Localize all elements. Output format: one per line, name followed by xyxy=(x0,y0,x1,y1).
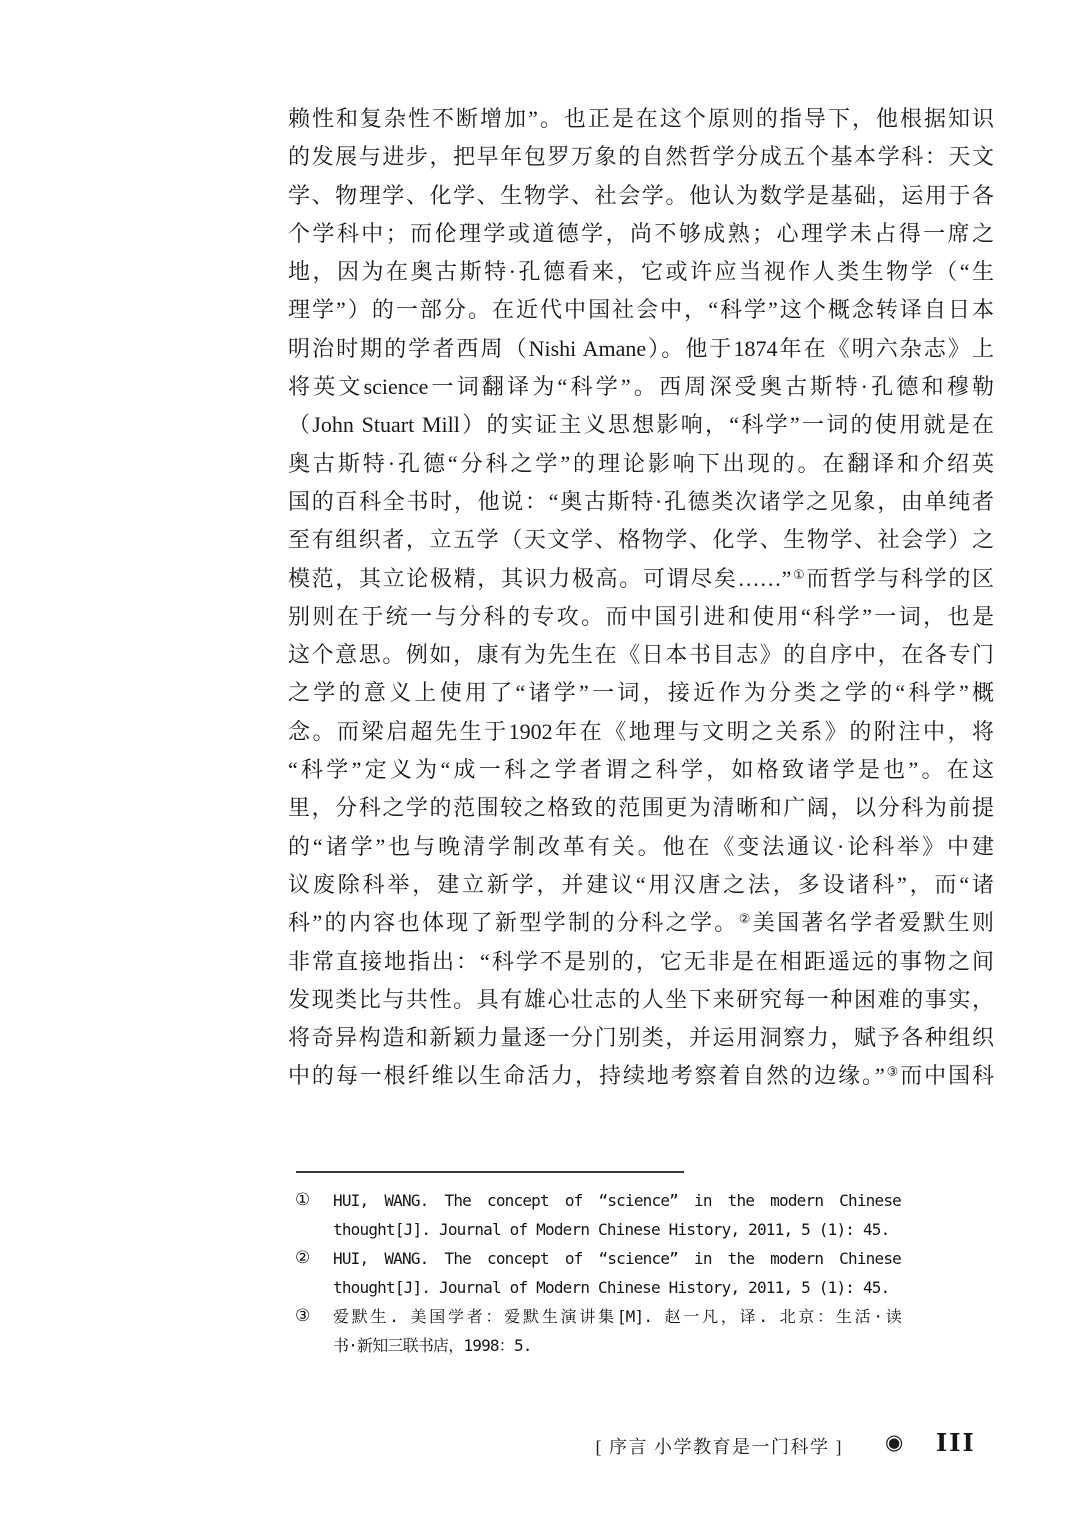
body-text-line: 个学科中；而伦理学或道德学，尚不够成熟；心理学未占得一席之 xyxy=(288,220,994,246)
body-text-line: 科”的内容也体现了新型学制的分科之学。②美国著名学者爱默生则 xyxy=(288,910,994,936)
body-text-line: 发现类比与共性。具有雄心壮志的人坐下来研究每一种困难的事实， xyxy=(288,986,994,1012)
body-text-line: “科学”定义为“成一科之学者谓之科学，如格致诸学是也”。在这 xyxy=(288,757,994,783)
page-number: III xyxy=(936,1428,976,1457)
footnote-entry xyxy=(295,1244,901,1302)
body-text-line: 模范，其立论极精，其识力极高。可谓尽矣……”①而哲学与科学的区 xyxy=(288,565,994,591)
footnote-marker: ① xyxy=(295,1190,311,1210)
footnote-text xyxy=(333,1302,901,1360)
footnote-marker: ② xyxy=(295,1248,311,1268)
body-text-line: 这个意思。例如，康有为先生在《日本书目志》的自序中，在各专门 xyxy=(288,642,994,668)
body-text-line: 奥古斯特·孔德“分科之学”的理论影响下出现的。在翻译和介绍英 xyxy=(288,450,994,476)
body-text xyxy=(288,100,994,1096)
footnote-line-2: 书·新知三联书店，1998：5. xyxy=(333,1336,532,1355)
body-text-line: 的发展与进步，把早年包罗万象的自然哲学分成五个基本学科：天文 xyxy=(288,144,994,170)
body-text-line: 议废除科举，建立新学，并建议“用汉唐之法，多设诸科”，而“诸 xyxy=(288,871,994,897)
footnote-line-1: HUI, WANG. The concept of “science” in the modern Chinese xyxy=(333,1249,901,1268)
footnotes xyxy=(295,1186,901,1360)
footnote-text xyxy=(333,1244,901,1302)
page-footer xyxy=(0,1425,1080,1469)
footnote-line-1: 爱默生. 美国学者：爱默生演讲集[M]. 赵一凡，译. 北京：生活·读 xyxy=(333,1307,901,1326)
body-text-line: 里，分科之学的范围较之格致的范围更为清晰和广阔，以分科为前提 xyxy=(288,795,994,821)
footnote-marker: ③ xyxy=(295,1306,311,1326)
body-text-line: 国的百科全书时，他说：“奥古斯特·孔德类次诸学之见象，由单纯者 xyxy=(288,488,994,514)
body-text-line: （John Stuart Mill）的实证主义思想影响，“科学”一词的使用就是在 xyxy=(288,412,994,438)
section-label: [ 序言 小学教育是一门科学 ] xyxy=(595,1437,843,1457)
body-text-line: 地，因为在奥古斯特·孔德看来，它或许应当视作人类生物学（“生 xyxy=(288,259,994,285)
body-text-line: 学、物理学、化学、生物学、社会学。他认为数学是基础，运用于各 xyxy=(288,182,994,208)
body-text-line: 明治时期的学者西周（Nishi Amane）。他于1874年在《明六杂志》上 xyxy=(288,335,994,361)
body-text-line: 将英文science一词翻译为“科学”。西周深受奥古斯特·孔德和穆勒 xyxy=(288,374,994,400)
footnote-line-1: HUI, WANG. The concept of “science” in the modern Chinese xyxy=(333,1191,901,1210)
footnote-line-2: thought[J]. Journal of Modern Chinese History, 2011, 5 (1): 45. xyxy=(333,1278,890,1297)
body-text-line: 将奇异构造和新颖力量逐一分门别类，并运用洞察力，赋予各种组织 xyxy=(288,1025,994,1051)
footnote-divider xyxy=(296,1171,684,1173)
body-text-line: 念。而梁启超先生于1902年在《地理与文明之关系》的附注中，将 xyxy=(288,718,994,744)
body-text-line: 非常直接地指出：“科学不是别的，它无非是在相距遥远的事物之间 xyxy=(288,948,994,974)
footnote-entry xyxy=(295,1186,901,1244)
body-text-line: 的“诸学”也与晚清学制改革有关。他在《变法通议·论科举》中建 xyxy=(288,833,994,859)
body-text-line: 赖性和复杂性不断增加”。也正是在这个原则的指导下，他根据知识 xyxy=(288,106,994,131)
body-text-line: 理学”）的一部分。在近代中国社会中，“科学”这个概念转译自日本 xyxy=(288,297,994,323)
footnote-entry xyxy=(295,1302,901,1360)
footnote-text xyxy=(333,1186,901,1244)
body-text-line: 至有组织者，立五学（天文学、格物学、化学、生物学、社会学）之 xyxy=(288,527,994,553)
fisheye-bullet-icon: ◉ xyxy=(885,1430,904,1454)
body-text-line: 中的每一根纤维以生命活力，持续地考察着自然的边缘。”③而中国科 xyxy=(288,1063,994,1089)
body-text-line: 之学的意义上使用了“诸学”一词，接近作为分类之学的“科学”概 xyxy=(288,680,994,706)
body-text-line: 别则在于统一与分科的专攻。而中国引进和使用“科学”一词，也是 xyxy=(288,603,994,629)
footnote-line-2: thought[J]. Journal of Modern Chinese History, 2011, 5 (1): 45. xyxy=(333,1220,890,1239)
